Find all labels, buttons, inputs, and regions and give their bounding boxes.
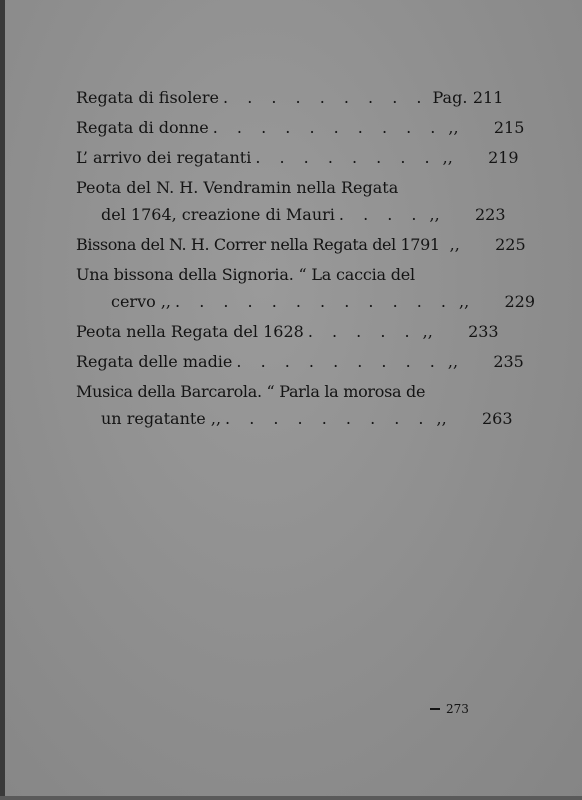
leader-dots: . . . . . . . . (255, 148, 437, 167)
folio (430, 702, 469, 716)
page-number: 223 (474, 205, 506, 224)
leader-dots: . . . . . . . . . . (212, 118, 443, 137)
toc-entry (76, 378, 513, 432)
page-number: 225 (495, 235, 526, 254)
ditto-mark: ,, (459, 292, 470, 311)
page-number: 219 (488, 148, 519, 167)
leader-dots: . . . . . . . . . (225, 409, 431, 428)
toc-entry (76, 231, 526, 258)
leader-dots: . . . . . . . . . . . . (175, 292, 453, 311)
entry-title-continuation: un regatante ,, (101, 409, 222, 428)
toc-entry (76, 348, 524, 375)
page-prefix: Pag. (432, 88, 468, 107)
toc-entry (76, 261, 535, 315)
folio-dash (430, 708, 440, 710)
leader-dots: . . . . (338, 205, 424, 224)
page-number: 263 (481, 409, 513, 428)
ditto-mark: ,, (448, 118, 459, 137)
entry-title: Musica della Barcarola. “ Parla la morosa de (76, 382, 426, 401)
page-bottom-edge (0, 796, 582, 800)
page-number: 211 (472, 88, 504, 107)
table-of-contents (76, 84, 535, 432)
toc-entry (76, 174, 506, 228)
entry-title: Regata di fisolere (76, 88, 220, 107)
toc-entry (76, 114, 525, 141)
ditto-mark: ,, (429, 205, 440, 224)
entry-title: Una bissona della Signoria. “ La caccia del (76, 265, 415, 284)
page-number: 235 (493, 352, 524, 371)
entry-title: Bissona del N. H. Correr nella Regata del 1791 (76, 235, 440, 254)
page-number: 215 (493, 118, 525, 137)
entry-title: Peota nella Regata del 1628 (76, 322, 304, 341)
folio-number: 273 (446, 702, 469, 716)
entry-title: Peota del N. H. Vendramin nella Regata (76, 178, 399, 197)
toc-entry (76, 318, 499, 345)
leader-dots: . . . . . . . . . (223, 88, 429, 107)
leader-dots: . . . . . (307, 322, 417, 341)
entry-title-continuation: cervo ,, (111, 292, 172, 311)
page-number: 229 (504, 292, 535, 311)
ditto-mark: ,, (436, 409, 447, 428)
ditto-mark: ,, (442, 148, 453, 167)
toc-entry (76, 144, 519, 171)
toc-entry (76, 84, 504, 111)
ditto-mark: ,, (422, 322, 433, 341)
entry-title: Regata delle madie (76, 352, 233, 371)
leader-dots: . . . . . . . . . (236, 352, 442, 371)
entry-title-continuation: del 1764, creazione di Mauri (101, 205, 335, 224)
entry-title: L’ arrivo dei regatanti (76, 148, 252, 167)
page-left-edge (0, 0, 5, 800)
ditto-mark: ,, (447, 352, 459, 371)
page-number: 233 (468, 322, 499, 341)
ditto-mark: ,, (449, 235, 460, 254)
entry-title: Regata di donne (76, 118, 209, 137)
